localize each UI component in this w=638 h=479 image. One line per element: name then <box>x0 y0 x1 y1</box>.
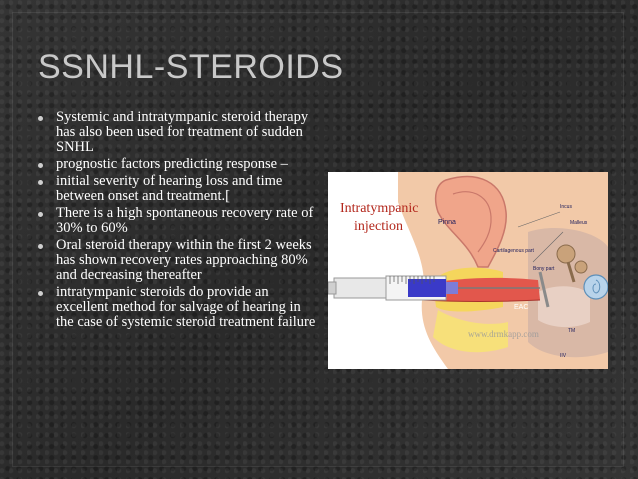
bullet-text: intratympanic steroids do provide an excellent method for salvage of hearing in the case of systemic steroid treatment failure <box>56 284 316 330</box>
slide-title: SSNHL-STEROIDS <box>38 48 344 86</box>
bullet-dot-icon <box>38 163 43 168</box>
label-tm: TM <box>568 328 576 334</box>
bullet-item <box>34 174 319 204</box>
bullet-list <box>34 110 319 332</box>
bullet-text: Systemic and intratympanic steroid therapy has also been used for treatment of sudden SNHL <box>56 109 309 155</box>
bullet-item <box>34 285 319 330</box>
label-cartilaginous: Cartilagenous part <box>493 248 534 254</box>
bullet-text: prognostic factors predicting response – <box>56 156 288 172</box>
figure-caption-line2: injection <box>354 219 403 234</box>
bullet-dot-icon <box>38 291 43 296</box>
bullet-dot-icon <box>38 180 43 185</box>
label-bony: Bony part <box>533 266 555 272</box>
bullet-item <box>34 206 319 236</box>
label-pinna: Pinna <box>438 219 456 226</box>
bullet-dot-icon <box>38 212 43 217</box>
label-malleus: Malleus <box>570 220 588 226</box>
ear-injection-illustration <box>328 172 608 369</box>
bullet-text: Oral steroid therapy within the first 2 weeks has shown recovery rates approaching 80% and decreasing thereafter <box>56 237 312 283</box>
bullet-dot-icon <box>38 244 43 249</box>
bullet-text: initial severity of hearing loss and time between onset and treatment.[ <box>56 173 283 204</box>
label-eac: EAC <box>514 304 529 311</box>
bullet-text: There is a high spontaneous recovery rate of 30% to 60% <box>56 205 314 236</box>
watermark-text: www.drmkapp.com <box>468 329 539 339</box>
bullet-item <box>34 157 319 172</box>
label-iv: IIV <box>560 353 567 359</box>
bullet-dot-icon <box>38 116 43 121</box>
bullet-item <box>34 238 319 283</box>
label-incus: Incus <box>560 204 572 210</box>
bullet-item <box>34 110 319 155</box>
figure-caption-line1: Intratympanic <box>340 201 419 216</box>
